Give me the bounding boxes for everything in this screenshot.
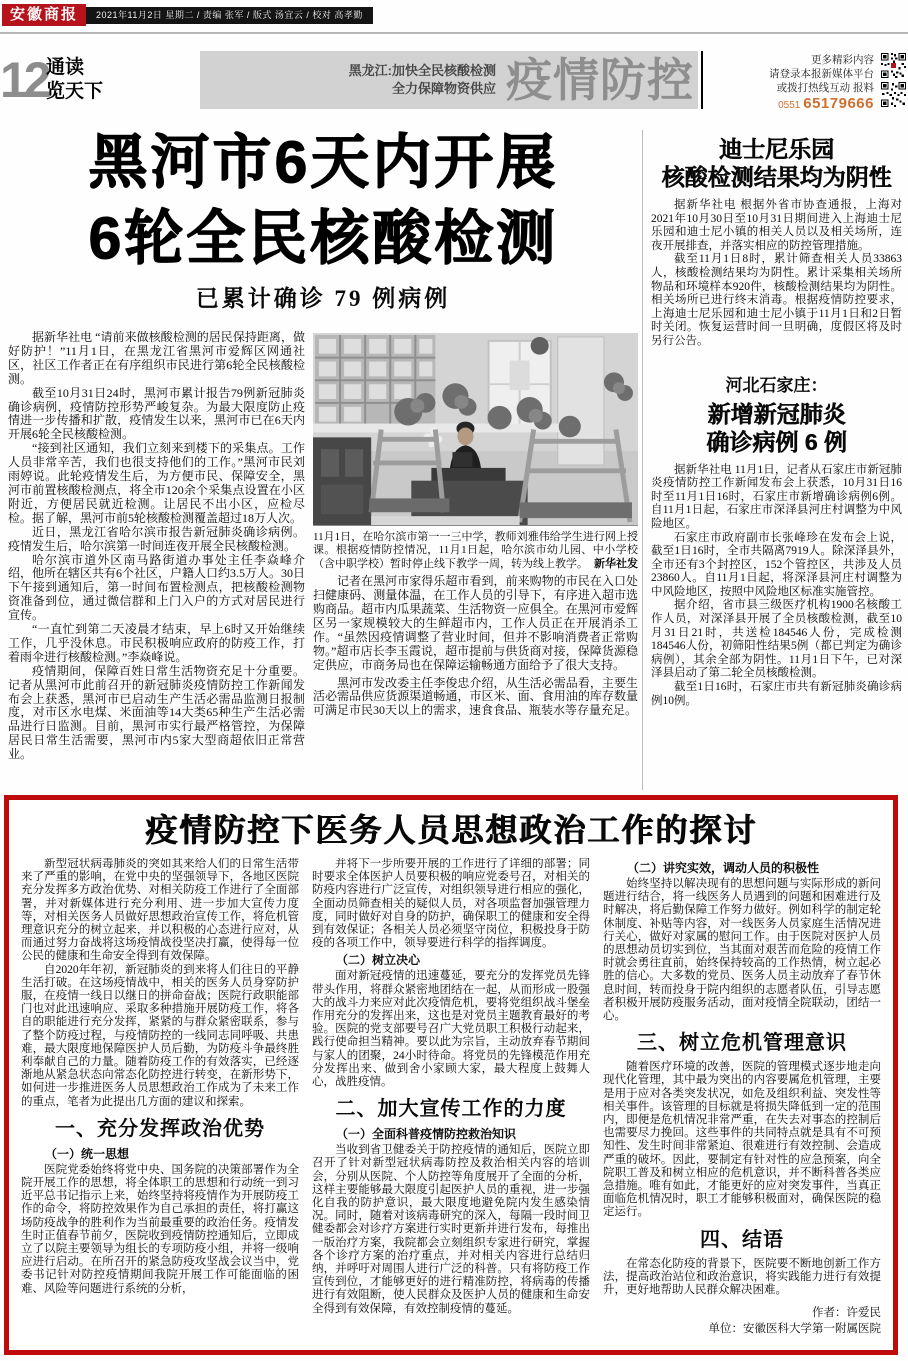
paragraph: 据新华社电 11月1日，记者从石家庄市新冠肺炎疫情防控工作新闻发布会上获悉，10月31日16时至11月1日16时，石家庄市新增确诊病例6例。自11月1日起，石家庄市深泽县河庄村调整为中风险地区。 (651, 463, 902, 530)
paragraph: 据新华社电 根据外省市协查通报，上海对2021年10月30日至10月31日期间进入上海迪士尼乐园和迪士尼小镇的相关人员以及相关场所，连夜开展排查，并落实相应的防控管理措施。 (651, 199, 902, 252)
essay-heading: 一、充分发挥政治优势 (55, 1117, 265, 1140)
section-title (46, 56, 103, 104)
paragraph: “一直忙到第二天凌晨才结束，早上6时又开始继续工作，几乎没休息。市民积极响应政府的防疫工作，打着雨伞进行核酸检测。”李焱峰说。 (8, 622, 305, 664)
paragraph: 医院党委始终将党中央、国务院的决策部署作为全院开展工作的思想，将全体职工的思想和行动统一到习近平总书记指示上来，始终坚持将疫情作为开展防疫工作的命令，将防控效果作为自己承担的责任，将打赢这场防疫战争的胜利作为当前最重要的政治任务。疫情发生时正值春节前夕，医院收到疫情防控通知后，立即成立了以院主要领导为组长的专项防疫小组，并将一级响应进行启动。在所召开的紧急防疫攻坚战会议当中，党委书记针对防控疫情期间我院开展工作可能面临的困难、风险等问题进行系统的分析， (21, 1163, 299, 1295)
paragraph: 当收到省卫健委关于防控疫情的通知后，医院立即召开了针对新型冠状病毒防控及救治相关内容的培训会，分别从医院、个人防控等角度展开了全面的分析，这样主要能够最大限度引起医护人员的重视，进一步强化自我的防护意识，最大限度地避免院内发生感染情况。同时，随着对该病毒研究的深入，每隔一段时间卫健委都会对诊疗方案进行实时更新并进行发布，每推出一版治疗方案，我院都会立刻组织专家进行研究，掌握各个诊疗方案的治疗重点，并对相关内容进行总结归纳，并呼吁对周围人进行广泛的科普。只有将防疫工作宣传到位，才能够更好的进行精准防控，将病毒的传播进行有效阻断，使人民群众及医护人员的健康和生命安全得到有效保障，有效控制疫情的蔓延。 (312, 1144, 590, 1315)
paragraph: 始终坚持以解决现有的思想问题与实际形成的新问题进行结合，将一线医务人员遇到的问题和困难进行及时解决，将后勤保障工作努力做好。例如科学的制定轮休制度、补贴等内容，对一线医务人员家庭生活情况进行关心，做好对家属的慰问工作。由于医院对医护人员的思想动员切实到位，当其面对艰苦而危险的疫情工作时就会勇往直前，始终保持较高的工作热情，树立起必胜的信心。大多数的党员、医务人员主动放弃了春节休息时间，转而投身于院内组织的志愿者队伍，引导志愿者积极开展防疫服务活动，面对疫情全院联动，团结一心。 (603, 878, 881, 1023)
side-article-title (651, 135, 902, 191)
essay-heading: 三、树立危机管理意识 (637, 1032, 847, 1055)
essay-column-2 (312, 858, 590, 1344)
paragraph: 新型冠状病毒肺炎的突如其来给人们的日常生活带来了严重的影响，在党中央的坚强领导下，各地区医院充分发挥多方政治优势、对相关防疫工作进行了全面部署，并对新媒体进行充分利用、进一步加大宣传力度等，对相关医务人员做好思想政治宣传工作，将危机管理意识充分的树立起来，并以积极的心态进行应对，从而通过努力奋战将这场疫情战役坚决打赢，使得每一位公民的健康和生命安全得到有效保障。 (21, 858, 299, 963)
paragraph: 截至10月31日24时，黑河市累计报告79例新冠肺炎确诊病例，疫情防控形势严峻复杂。为最大限度防止疫情进一步传播和扩散，疫情发生以来，黑河市已在6天内开展6轮全民核酸检测。 (8, 385, 305, 442)
banner-kicker-line2: 全力保障物资供应 (391, 81, 496, 96)
promo-line1: 更多精彩内容 (811, 54, 874, 66)
newspaper-logo: 安徽商报 (2, 4, 86, 26)
sidebar-articles (651, 133, 902, 790)
side-title-line2: 核酸检测结果均为阴性 (661, 164, 892, 190)
paragraph: 在常态化防疫的背景下，医院要不断地创新工作方法，提高政治站位和政治意识，将实践能力进行有效提升，更好地帮助人民群众解决困难。 (603, 1257, 881, 1297)
topic-banner (200, 51, 698, 109)
side-title-line1: 新增新冠肺炎 (707, 400, 846, 427)
paragraph: 截至11月1日8时，累计筛查相关人员33863人，核酸检测结果均为阴性。累计采集相关场所物品和环境样本920件，核酸检测结果均为阴性。相关场所已进行终末消毒。根据疫情防控要求，上海迪士尼乐园和迪士尼小镇于11月1日和2日暂时关闭。恢复运营时间一旦明确，度假区将及时另行公告。 (651, 253, 902, 347)
essay-subheading: （二）讲究实效，调动人员的积极性 (627, 861, 820, 875)
banner-kicker (349, 62, 496, 98)
qr-codes (880, 52, 907, 108)
paragraph: 截至1日16时，石家庄市共有新冠肺炎确诊病例10例。 (651, 681, 902, 707)
paragraph: 哈尔滨市道外区南马路街道办事处主任李焱峰介绍，他所在辖区共有6个社区，户籍人口约3.5万人。30日下午接到通知后，第一时间布置检测点，把核酸检测物资准备到位，通过微信群和上门入户的方式对居民进行宣传。 (8, 552, 305, 623)
essay-column-1 (21, 858, 299, 1344)
phone-number: 65179666 (803, 95, 874, 112)
page-header (0, 50, 908, 110)
paragraph: 据介绍，省市县三级医疗机构1900名核酸工作人员，对深泽县开展了全员核酸检测，截至10月31日21时，共送检184546人份，完成检测184546人份，初筛阳性结果5例（都已判定为确诊病例），其余全部为阴性。11月1日下午，已对深泽县启动了第二轮全员核酸检测。 (651, 599, 902, 680)
paragraph: 据新华社电 “请前来做核酸检测的居民保持距离，做好防护！”11月1日，在黑龙江省黑河市爱辉区网通社区，社区工作者正在有序组织市民进行第6轮全民核酸检测。 (8, 331, 305, 386)
banner-title: 疫情防控 (506, 54, 694, 106)
sub-headline: 已累计确诊 79 例病例 (195, 286, 451, 311)
paragraph: 疫情期间，保障百姓日常生活物资充足十分重要。记者从黑河市此前召开的新冠肺炎疫情防控工作新闻发布会上获悉，黑河市已启动生产生活必需品监测日报制度，对市区水电煤、米面油等14大类65种生产生活必需品进行日监测。目前，黑河市实行最严格管控，为保障居民日常生活需要，黑河市内5家大型商超依旧正常营业。 (8, 663, 305, 762)
headline-line2: 6轮全民核酸检测 (88, 205, 558, 271)
headline-line1: 黑河市6天内开展 (88, 129, 558, 195)
photo-credit: 新华社发 (594, 557, 638, 570)
promo-text (712, 53, 874, 113)
side-title-line1: 迪士尼乐园 (719, 136, 834, 162)
paragraph: 随着医疗环境的改善，医院的管理模式逐步地走向现代化管理，其中最为突出的内容要属危机管理，主要是用于应对各类突发状况，如危及组织利益、突发性等相关事件。该管理的目标就是将损失降低到一定的范围内，即便是危机情况非常严重，在失去对事态的控制后也需要尽力挽回。这些事件的共同特点就是具有不可预知性、发生时间非常紧迫、很难进行有效控制、会造成严重的破坏。因此，要制定有针对性的应急预案，向全院职工普及和树立相应的危机意识，并不断科普各类应急措施。唯有如此，才能更好的应对突发事件，当真正面临危机情况时，职工才能够积极面对，确保医院的稳定运行。 (603, 1061, 881, 1219)
paragraph: 近日，黑龙江省哈尔滨市报告新冠肺炎确诊病例。疫情发生后，哈尔滨第一时间连夜开展全民核酸检测。 (8, 524, 305, 553)
paragraph: 自2020年年初，新冠肺炎的到来将人们往日的平静生活打破。在这场疫情战中，相关的医务人员身穿防护服，在疫情一线日以继日的拼命奋战；医院行政职能部门也对此迅速响应、采取多种措施开展防疫工作，将各自的职能进行充分发挥，紧紧的与群众紧密联系，参与了整个防疫过程，与疫情防控的一线同志同呼吸、共患难，最大限度地保障医护人员后勤，为防疫斗争最终胜利奉献自己的力量。随着防疫工作的有效落实，已经逐渐地从紧急状态向常态化防控进行转变，在新形势下，如何进一步推进医务人员思想政治工作成为了未来工作的重点，笔者为此提出几方面的建议和探索。 (21, 963, 299, 1108)
article-center-column (313, 333, 638, 789)
paragraph: 并将下一步所要开展的工作进行了详细的部署；同时要求全体医护人员要积极的响应党委号召，对相关的防疫内容进行广泛宣传，对组织领导进行相应的强化，全面动员筛查相关的疑似人员，对各项监督加强管理力度，同时做好对自身的防护，确保职工的健康和安全得到有效保证；各相关人员必须坚守岗位，积极投身于防疫的各项工作中，领导要进行科学的指挥调度。 (312, 858, 590, 950)
side-article-title (651, 400, 902, 456)
promo-line2: 请登录本报新媒体平台 (769, 68, 874, 80)
masthead (2, 4, 373, 26)
hotline-phone (712, 97, 874, 113)
article-left-column (8, 331, 305, 789)
phone-area-code: 0551 (778, 100, 801, 111)
banner-kicker-line1: 黑龙江:加快全民核酸检测 (348, 63, 496, 78)
header-vertical-divider (701, 51, 703, 109)
paragraph: 黑河市发改委主任李俊忠介绍，从生活必需品看，主要生活必需品供应货源渠道畅通，市区米、面、食用油的库存数量可满足市民30天以上的需求，速食食品、瓶装水等存量充足。 (313, 675, 638, 718)
essay-column-3 (603, 858, 881, 1344)
essay-subheading: （二）树立决心 (336, 953, 421, 968)
essay-subheading: （一）全面科普疫情防控救治知识 (336, 1127, 517, 1142)
paragraph: 面对新冠疫情的迅速蔓延，要充分的发挥党员先锋带头作用，将群众紧密地团结在一起，从而形成一股强大的战斗力来应对此次疫情危机，要将党组织战斗堡垒作用充分的发挥出来，这也是对党员主题教育最好的考验。医院的党支部要号召广大党员职工积极行动起来，践行使命担当精神。要以此为宗旨，主动放弃春节期间与家人的团聚，24小时待命。将党员的先锋模范作用充分发挥出来、做到舍小家顾大家，最大程度上鼓舞人心，战胜疫情。 (312, 970, 590, 1089)
side-title-line2: 确诊病例 6 例 (706, 428, 847, 455)
qr-code-icon (880, 81, 907, 108)
essay-subheading: （一）统一思想 (45, 1146, 130, 1161)
section-line1: 通读 (46, 57, 85, 78)
paragraph: 石家庄市政府副市长张峰珍在发布会上说，截至1日16时，全市共隔离7919人。除深泽县外，全市还有3个封控区，152个管控区，共涉及人员23860人。自11月1日起，将深泽县河庄村调整为中风险地区，按照中风险地区标准实施管控。 (651, 531, 902, 598)
qr-code-icon (880, 52, 907, 79)
page-number: 12 (0, 52, 48, 108)
essay-box (4, 795, 898, 1355)
column-divider (642, 130, 643, 790)
essay-author: 作者：许爱民 (812, 1307, 881, 1320)
essay-columns (9, 858, 893, 1344)
photo-caption (313, 531, 638, 571)
masthead-divider (0, 32, 908, 34)
main-headline (8, 124, 638, 314)
caption-text: 11月1日，在哈尔滨市第一一三中学，教师刘雅伟给学生进行网上授课。根据疫情防控情况，11月1日起，哈尔滨市幼儿园、中小学校（含中职学校）暂时停止线下教学一周，转为线上教学。 (313, 531, 638, 570)
side-article-kicker: 河北石家庄： (725, 375, 828, 395)
promo-line3: 或拨打热线互动 报料 (776, 82, 874, 94)
paragraph: 记者在黑河市家得乐超市看到，前来购物的市民在入口处扫健康码、测量体温，在工作人员的引导下，有序进入超市选购商品。超市内瓜果蔬菜、生活物资一应俱全。在黑河市爱辉区另一家规模较大的生鲜超市内，工作人员正在开展消杀工作。“虽然因疫情调整了营业时间，但并不影响消费者正常购物。”超市店长李玉霞说，超市提前与供货商对接，保障货源稳定供应，市商务局也在保障运输畅通方面给予了很大支持。 (313, 574, 638, 672)
essay-signature (603, 1305, 881, 1337)
section-line2: 览天下 (46, 81, 104, 102)
photo-online-teaching (313, 333, 638, 525)
essay-heading: 二、加大宣传工作的力度 (335, 1098, 567, 1121)
essay-heading: 四、结语 (700, 1228, 784, 1251)
paragraph: “接到社区通知，我们立刻来到楼下的采集点。工作人员非常辛苦，我们也很支持他们的工作。”黑河市民刘雨婷说。此轮疫情发生后，为方便市民、保障安全，黑河市前置核酸检测点，将全市120余个采集点设置在小区附近，方便居民就近检测。让居民不出小区，应检尽检。据了解，黑河市前5轮核酸检测覆盖超过18万人次。 (8, 441, 305, 525)
essay-org: 单位：安徽医科大学第一附属医院 (708, 1323, 881, 1336)
essay-title: 疫情防控下医务人员思想政治工作的探讨 (144, 812, 757, 848)
dateline: 2021年11月2日 星期二 / 责编 张军 / 版式 汤宜云 / 校对 高孝勤 (86, 7, 373, 24)
